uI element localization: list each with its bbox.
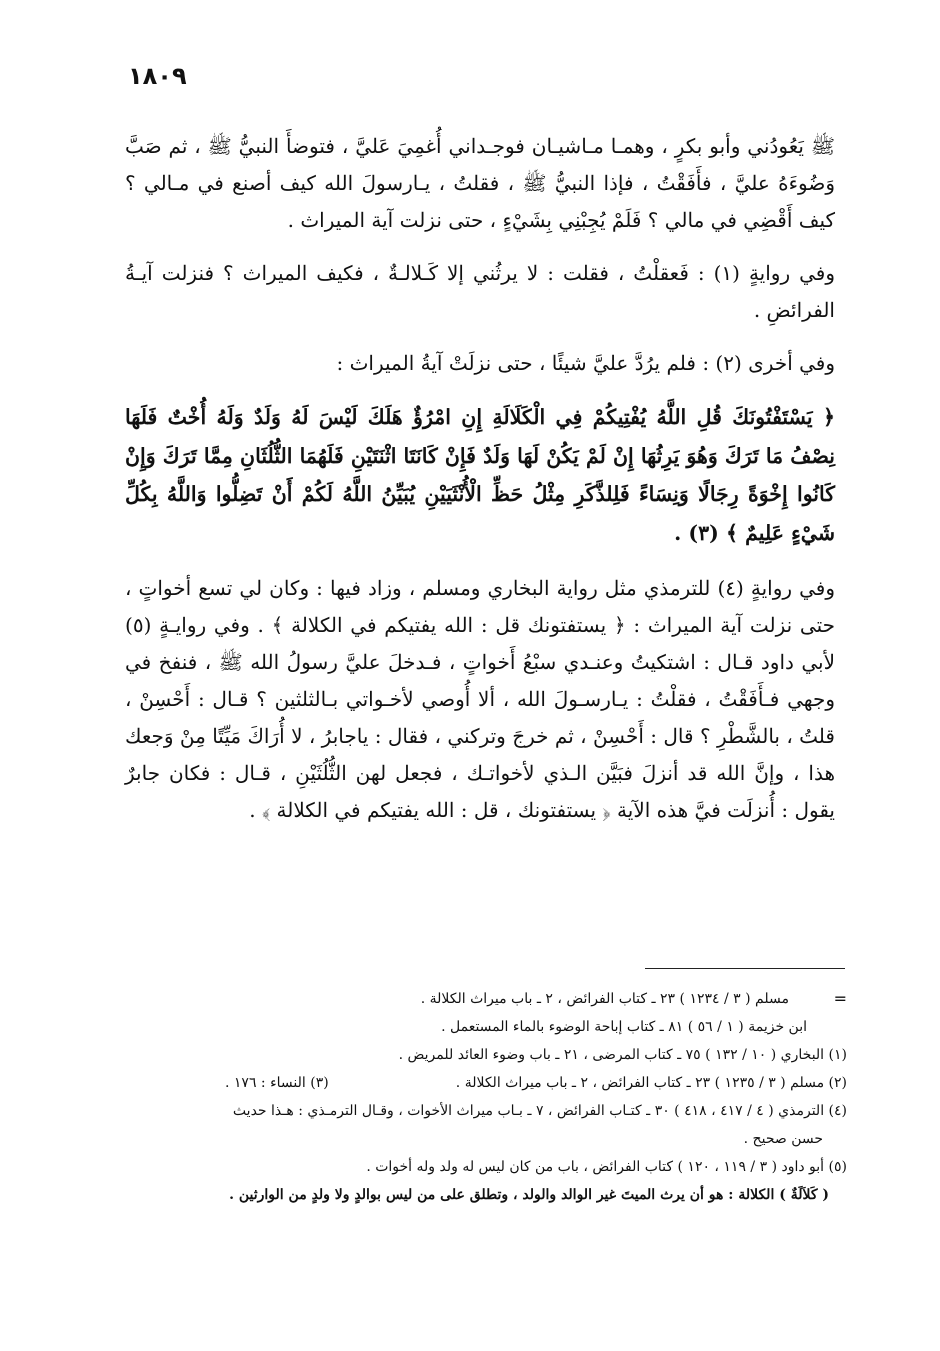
- continuation-mark: =: [833, 989, 847, 1008]
- glossary-text: ( كَلاَلَةٌ ) الكلالة : هو أن يرث الميتَ غير الوالد والولد ، وتطلق على من ليس بوالدٍ ولا ولدٍ من الوارثين .: [229, 1187, 829, 1203]
- footnote-5: [125, 1153, 847, 1181]
- page-number: ١٨٠٩: [128, 62, 187, 90]
- footnote-cont-line-2: ابن خزيمة ( ١ / ٥٦ ) ٨١ ـ كتاب إباحة الوضوء بالماء المستعمل .: [441, 1019, 807, 1035]
- footnote-separator: [645, 968, 845, 969]
- footnote-2-text: (٢) مسلم ( ٣ / ١٢٣٥ ) ٢٣ ـ كتاب الفرائض ، ٢ ـ باب ميراث الكلالة .: [455, 1075, 847, 1091]
- glossary-note: [125, 1181, 847, 1209]
- footnote-cont-line-1: مسلم ( ٣ / ١٢٣٤ ) ٢٣ ـ كتاب الفرائض ، ٢ ـ باب ميراث الكلالة .: [420, 991, 789, 1007]
- footnote-4-continuation: حسن صحيح .: [743, 1131, 823, 1147]
- footnote-1: [125, 1041, 847, 1069]
- footnote-4: [125, 1097, 847, 1153]
- paragraph-tirmidhi-abudawud: وفي روايةٍ (٤) للترمذي مثل رواية البخاري ومسلم ، وزاد فيها : وكان لي تسع أخواتٍ ، حتى نزلت آية الميراث : ﴿ يستفتونك قل : الله يفتيكم في الكلالة ﴾ . وفي روايـةٍ (٥) لأبي داود قـال : اشتكيتُ وعنـدي سبْعُ أَخواتٍ ، فـدخلَ عليَّ رسولُ الله ﷺ ، فنفخ في وجهي فـأَفَقْتُ ، فقلْتُ : يـارسـولَ الله ، ألا أُوصي لأخـواتي بـالثلثين ؟ قـال : أَحْسِنْ ، قلتُ ، بالشَّطْرِ ؟ قال : أَحْسِنْ ، ثم خرجَ وتركني ، فقال : ياجابرُ ، لا أُرَاكَ مَيِّتًا مِنْ وَجعك هذا ، وإنَّ الله قد أنزلَ فبَيَّن الـذي لأخواتـك ، فجعل لهن الثُّلُثَيْنِ ، قـال : فكان جابرٌ يقول : أُنزلَت فيَّ هذه الآية ﴿ يستفتونك ، قل : الله يفتيكم في الكلالة ﴾ .: [125, 576, 835, 822]
- footnote-5-text: (٥) أبو داود ( ٣ / ١١٩ ، ١٢٠ ) كتاب الفرائض ، باب من كان ليس له ولد وله أخوات .: [366, 1159, 847, 1175]
- paragraph-hadith: ﷺ يَعُودُني وأبو بكرٍ ، وهمـا مـاشيـان فوجـداني أُغمِيَ عَليَّ ، فتوضأَ النبيُّ ﷺ ، ثم صَبَّ وَضُوءَهُ عليَّ ، فأَفَقْتُ ، فإذا النبيُّ ﷺ ، فقلتُ ، يـارسولَ الله كيف أصنع في مـالي ؟ كيف أَقْضِي في مالي ؟ فَلَمْ يُجِبْنِي بِشَيْءٍ ، حتى نزلت آية الميراث .: [125, 134, 835, 232]
- footnote-1-text: (١) البخاري ( ١٠ / ١٣٢ ) ٧٥ ـ كتاب المرضى ، ٢١ ـ باب وضوء العائد للمريض .: [398, 1047, 847, 1063]
- footnote-2-3: [125, 1069, 847, 1097]
- footnote-4-text: (٤) الترمذي ( ٤ / ٤١٧ ، ٤١٨ ) ٣٠ ـ كتـاب الفرائض ، ٧ ـ بـاب ميراث الأخوات ، وقـال الترمـذي : هـذا حديث: [232, 1103, 847, 1119]
- main-text: [125, 128, 835, 845]
- footnotes: [125, 985, 847, 1209]
- quran-verse: ﴿ يَسْتَفْتُونَكَ قُلِ اللَّهُ يُفْتِيكُمْ فِي الْكَلَالَةِ إِنِ امْرُؤٌ هَلَكَ لَيْسَ لَهُ وَلَدٌ وَلَهُ أُخْتٌ فَلَهَا نِصْفُ مَا تَرَكَ وَهُوَ يَرِثُهَا إِنْ لَمْ يَكُنْ لَهَا وَلَدٌ فَإِنْ كَانَتَا اثْنَتَيْنِ فَلَهُمَا الثُّلُثَانِ مِمَّا تَرَكَ وَإِنْ كَانُوا إِخْوَةً رِجَالًا وَنِسَاءً فَلِلذَّكَرِ مِثْلُ حَظِّ الْأُنْثَيَيْنِ يُبَيِّنُ اللَّهُ لَكُمْ أَنْ تَضِلُّوا وَاللَّهُ بِكُلِّ شَيْءٍ عَلِيمٌ ﴾ (٣) .: [125, 405, 835, 545]
- footnote-continued: [125, 985, 847, 1041]
- footnote-3-text: (٣) النساء : ١٧٦ .: [225, 1075, 329, 1091]
- paragraph-riwaya-2: وفي أخرى (٢) : فلم يرُدَّ عليَّ شيئًا ، حتى نزلَتْ آيةُ الميراث :: [336, 351, 835, 375]
- paragraph-riwaya-1: وفي روايةٍ (١) : فَعقلْتُ ، فقلت : لا يرثُني إلا كَـلالـةٌ ، فكيف الميراث ؟ فنزلت آيـةُ الفرائضِ .: [125, 261, 835, 322]
